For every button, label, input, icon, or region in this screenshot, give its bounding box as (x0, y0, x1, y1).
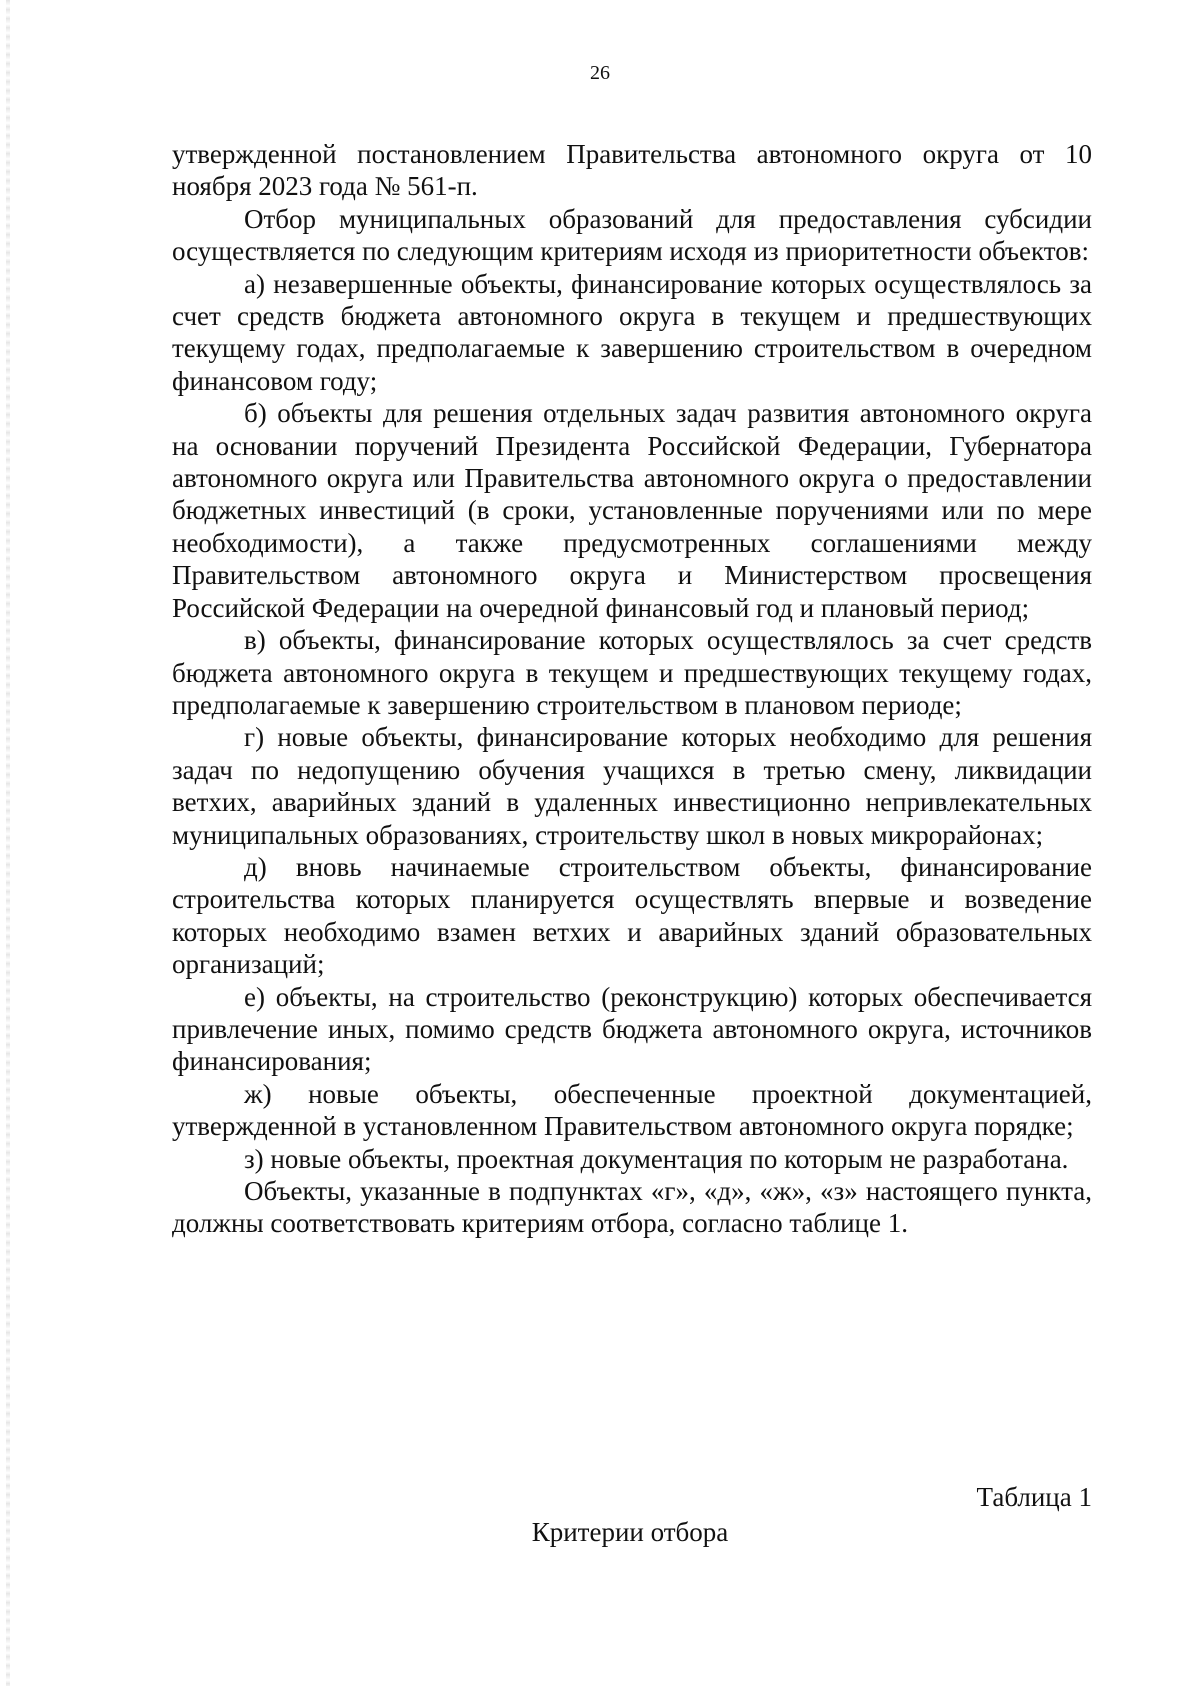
page-number: 26 (590, 62, 610, 84)
paragraph-selection-intro: Отбор муниципальных образований для предоставления субсидии осуществляется по следующим критериям исходя из приоритетности объектов: (172, 203, 1092, 267)
paragraph-table-reference: Объекты, указанные в подпунктах «г», «д», «ж», «з» настоящего пункта, должны соответствовать критериям отбора, согласно таблице 1. (172, 1176, 1092, 1239)
table-label: Таблица 1 (976, 1482, 1092, 1512)
criterion-a: а) незавершенные объекты, финансирование которых осуществлялось за счет средств бюджета автономного округа в текущем и предшествующих текущему годах, предполагаемые к завершению строительством в очередном финансовом году; (172, 268, 1092, 396)
scan-edge-artifact (6, 0, 10, 1686)
criterion-d: д) вновь начинаемые строительством объекты, финансирование строительства которых планируется осуществлять впервые и возведение которых необходимо взамен ветхих и аварийных зданий образовательных организаций; (172, 851, 1092, 980)
criterion-g: г) новые объекты, финансирование которых необходимо для решения задач по недопущению обучения учащихся в третью смену, ликвидации ветхих, аварийных зданий в удаленных инвестиционно непривлекательных муниципальных образованиях, строительству школ в новых микрорайонах; (172, 722, 1092, 850)
table-title: Критерии отбора (531, 1517, 729, 1547)
criterion-v: в) объекты, финансирование которых осуществлялось за счет средств бюджета автономного округа в текущем и предшествующих текущему годах, предполагаемые к завершению строительством в плановом периоде; (172, 625, 1092, 720)
criterion-b: б) объекты для решения отдельных задач развития автономного округа на основании поручений Президента Российской Федерации, Губернатора автономного округа или Правительства автономного округа о предоставлении бюджетных инвестиций (в сроки, установленные поручениями или по мере необходимости), а также предусмотренных соглашениями между Правительством автономного округа и Министерством просвещения Российской Федерации на очередной финансовый год и плановый период; (172, 398, 1092, 623)
criterion-zh: ж) новые объекты, обеспеченные проектной документацией, утвержденной в установленном Правительством автономного округа порядке; (172, 1078, 1092, 1142)
body-text (172, 138, 1092, 1240)
paragraph-continuation: утвержденной постановлением Правительства автономного округа от 10 ноября 2023 года № 561-п. (172, 139, 1092, 202)
criterion-z: з) новые объекты, проектная документация по которым не разработана. (244, 1143, 1069, 1174)
criterion-e: е) объекты, на строительство (реконструкцию) которых обеспечивается привлечение иных, помимо средств бюджета автономного округа, источников финансирования; (172, 981, 1092, 1077)
